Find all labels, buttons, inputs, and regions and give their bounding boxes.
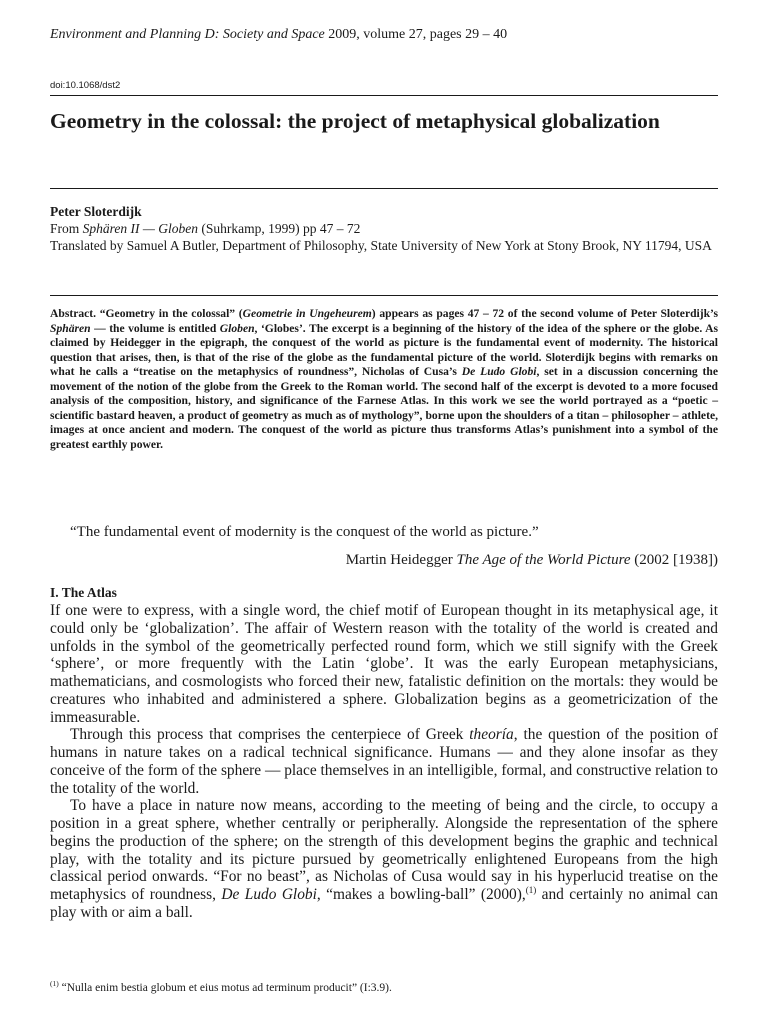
footnote-text: “Nulla enim bestia globum et eius motus ad terminum producit” (I:3.9). xyxy=(58,982,392,994)
abstract-italic: De Ludo Globi xyxy=(461,365,537,379)
journal-page xyxy=(50,0,718,1024)
abstract-italic: Globen xyxy=(219,321,255,335)
abstract-text: , set in a discussion concerning the movement of the notion of the globe from the Greek to the Roman world. The second half of the excerpt is devoted to a more focused analysis of the composition, history, and significance of the Farnese Atlas. In this work we see the world portrayed as a “poetic – scientific bastard heaven, a product of geometry as much as of mythology”, borne upon the shoulders of a titan – philosopher – athlete, images at once ancient and modern. The conquest of the world as picture thus transforms Atlas’s punishment into a symbol of the greatest earthly power. xyxy=(50,365,719,451)
translator-affiliation: Translated by Samuel A Butler, Department of Philosophy, State University of New York at Stony Brook, NY 11794, USA xyxy=(50,238,712,253)
abstract-italic: Sphären xyxy=(50,321,91,335)
abstract-text: , ‘Globes’. The excerpt is a beginning of the history of the idea of the sphere or the globe. As claimed by Heidegger in the epigraph, the conquest of the world as picture is the fundamental event of modernity. The historical question that arises, then, is that of the rise of the globe as the fundamental picture of the world. Sloterdijk begins with remarks on what he calls a “treatise on the metaphysics of roundness”, Nicholas of Cusa’s xyxy=(50,321,718,379)
section-heading: I. The Atlas xyxy=(50,585,117,600)
abstract-text: ) appears as pages 47 – 72 of the second volume of Peter Sloterdijk’s xyxy=(371,307,719,320)
epigraph-year: (2002 [1938]) xyxy=(630,552,718,568)
abstract-text: “Geometry in the colossal” ( xyxy=(96,307,243,320)
paragraph-italic: theoría xyxy=(469,726,514,744)
paragraph-text: To have a place in nature now means, according to the meeting of being and the circle, to occupy a position in a great sphere, whether centrally or peripherally. Alongside the representation of the sphere begins the production of the sphere; on the strength of this development begins the graphic and technical play, with the totality and its picture pursued by geometrically enlightened Europeans from the high classical period onwards. “For no beast”, as Nicholas of Cusa would say in his hyperlucid treatise on the metaphysics of roundness, xyxy=(50,797,718,903)
doi[interactable]: doi:10.1068/dst2 xyxy=(50,80,121,91)
paragraph xyxy=(50,726,718,797)
journal-name: Environment and Planning D: Society and Space xyxy=(50,27,325,42)
source-prefix: From xyxy=(50,221,83,236)
epigraph-quote: “The fundamental event of modernity is the conquest of the world as picture.” xyxy=(70,524,539,540)
paragraph-text: Through this process that comprises the centerpiece of Greek xyxy=(70,726,470,744)
abstract-label: Abstract. xyxy=(50,307,97,320)
epigraph-author: Martin Heidegger xyxy=(345,552,457,568)
journal-header xyxy=(50,27,507,43)
author-name: Peter Sloterdijk xyxy=(50,204,142,219)
journal-volume-pages: 2009, volume 27, pages 29 – 40 xyxy=(328,27,508,42)
paragraph-italic: De Ludo Globi xyxy=(221,886,317,903)
body-text xyxy=(50,602,718,922)
epigraph-work: The Age of the World Picture xyxy=(456,552,631,568)
footnote xyxy=(50,979,392,994)
title-rule xyxy=(50,188,718,189)
source-line xyxy=(50,220,360,237)
paragraph-text: , the question of the position of humans in nature takes on a radical technical significance. Humans — and they alone insofar as they conceive of the form of the sphere — place themselves in an intelligible, formal, and constructive relation to the totality of the world. xyxy=(50,726,718,797)
abstract-text: — the volume is entitled xyxy=(90,321,220,335)
source-details: (Suhrkamp, 1999) pp 47 – 72 xyxy=(198,221,361,236)
abstract-rule xyxy=(50,295,718,296)
abstract-italic: Geometrie in Ungeheurem xyxy=(242,307,372,320)
paragraph: If one were to express, with a single word, the chief motif of European thought in its metaphysical age, it could only be ‘globalization’. The affair of Western reason with the totality of the world is created and unfolds in the symbol of the geometrically perfected round form, which we still signify with the Greek ‘sphere’, or more frequently with the Latin ‘globe’. It was the early European metaphysicians, mathematicians, and cosmologists who forced their new, fatalistic definition on the mortals: they would be creatures who inhabited and administered a sphere. Globalization begins as a geometricization of the immeasurable. xyxy=(50,602,718,726)
footnote-marker: (1) xyxy=(50,979,59,988)
epigraph-citation xyxy=(346,552,718,569)
paragraph xyxy=(50,797,718,921)
paragraph-text: and certainly no animal can play with or aim a ball. xyxy=(50,886,718,921)
source-book: Sphären II — Globen xyxy=(82,221,198,236)
paragraph-text: , “makes a bowling-ball” (2000), xyxy=(316,886,526,903)
header-rule xyxy=(50,95,718,96)
article-title: Geometry in the colossal: the project of metaphysical globalization xyxy=(50,109,660,133)
abstract xyxy=(50,307,718,452)
footnote-reference[interactable]: (1) xyxy=(525,885,537,895)
